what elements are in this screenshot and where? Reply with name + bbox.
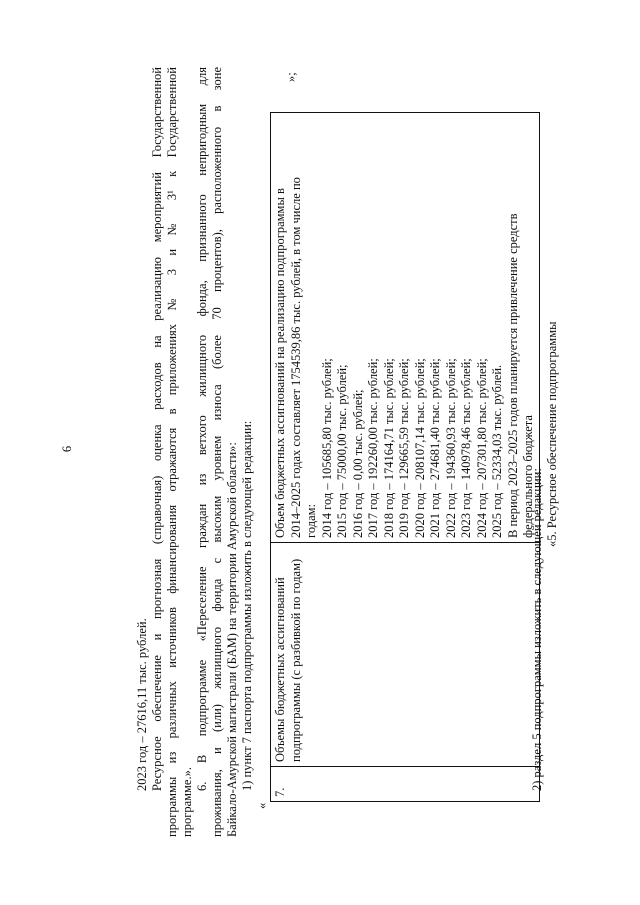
text-line-7: Байкало-Амурской магистрали (БАМ) на территории Амурской области»: bbox=[225, 442, 239, 837]
text-line-6: проживания, и (или) жилищного фонда с высоким уровнем износа (более 70 процентов), расположенного в зоне bbox=[210, 67, 224, 837]
text-line-4: программе.». bbox=[180, 767, 194, 837]
content-line: 2024 год – 207301,80 тыс. рублей; bbox=[474, 358, 489, 538]
text-line-1: 2023 год – 27616,11 тыс. рублей. bbox=[135, 618, 149, 791]
content-line: В период 2023–2025 годов планируется привлечение средств bbox=[505, 213, 520, 538]
text-line-8: 1) пункт 7 паспорта подпрограммы изложить в следующей редакции: bbox=[240, 420, 254, 791]
content-line: 2018 год – 174164,71 тыс. рублей; bbox=[381, 358, 396, 538]
content-line: 2021 год – 274681,40 тыс. рублей; bbox=[428, 358, 442, 538]
close-quote: »; bbox=[284, 72, 298, 82]
content-line: Объем бюджетных ассигнований на реализацию подпрограммы в bbox=[273, 188, 287, 538]
content-line: 2022 год – 194360,93 тыс. рублей; bbox=[443, 358, 458, 538]
content-line: 2020 год – 208107,14 тыс. рублей; bbox=[412, 358, 427, 538]
content-line: 2017 год – 192260,00 тыс. рублей; bbox=[366, 358, 380, 538]
content-line: 2014 год – 105685,80 тыс. рублей; bbox=[319, 358, 334, 538]
row-label-cell: Объемы бюджетных ассигнований подпрограммы (с разбивкой по годам) bbox=[271, 543, 540, 767]
content-line: 2025 год – 52334,03 тыс. рублей. bbox=[490, 364, 504, 538]
text-line-3: программы из различных источников финансирования отражаются в приложениях № 3 и № 3¹ к Государственной bbox=[165, 67, 179, 837]
text-line-2: Ресурсное обеспечение и прогнозная (справочная) оценка расходов на реализацию мероприятий Государственной bbox=[150, 67, 164, 791]
table-row bbox=[271, 113, 540, 802]
row-content-cell bbox=[271, 113, 540, 543]
rotated-document-page bbox=[60, 67, 580, 837]
content-line: 2016 год – 0,00 тыс. рублей; bbox=[350, 389, 365, 538]
text-line-5: 6. В подпрограмме «Переселение граждан из ветхого жилищного фонда, признанного непригодным для bbox=[195, 67, 209, 791]
content-line: 2014–2025 годах составляет 1754539,86 тыс. рублей, в том числе по bbox=[288, 177, 303, 538]
content-line: 2019 год – 129665,59 тыс. рублей; bbox=[397, 358, 411, 538]
content-line: федерального бюджета bbox=[521, 415, 535, 538]
content-line: годам: bbox=[304, 504, 318, 538]
passport-table bbox=[270, 112, 540, 802]
row-number-cell: 7. bbox=[271, 767, 540, 802]
text-line-10: «5. Ресурсное обеспечение подпрограммы bbox=[545, 321, 559, 547]
open-quote: « bbox=[255, 802, 269, 809]
content-line: 2015 год – 75000,00 тыс. рублей; bbox=[335, 364, 349, 538]
content-line: 2023 год – 140978,46 тыс. рублей; bbox=[459, 358, 473, 538]
page-number: 6 bbox=[60, 445, 74, 453]
text-line-9: 2) раздел 5 подпрограммы изложить в следующей редакции: bbox=[530, 468, 544, 791]
